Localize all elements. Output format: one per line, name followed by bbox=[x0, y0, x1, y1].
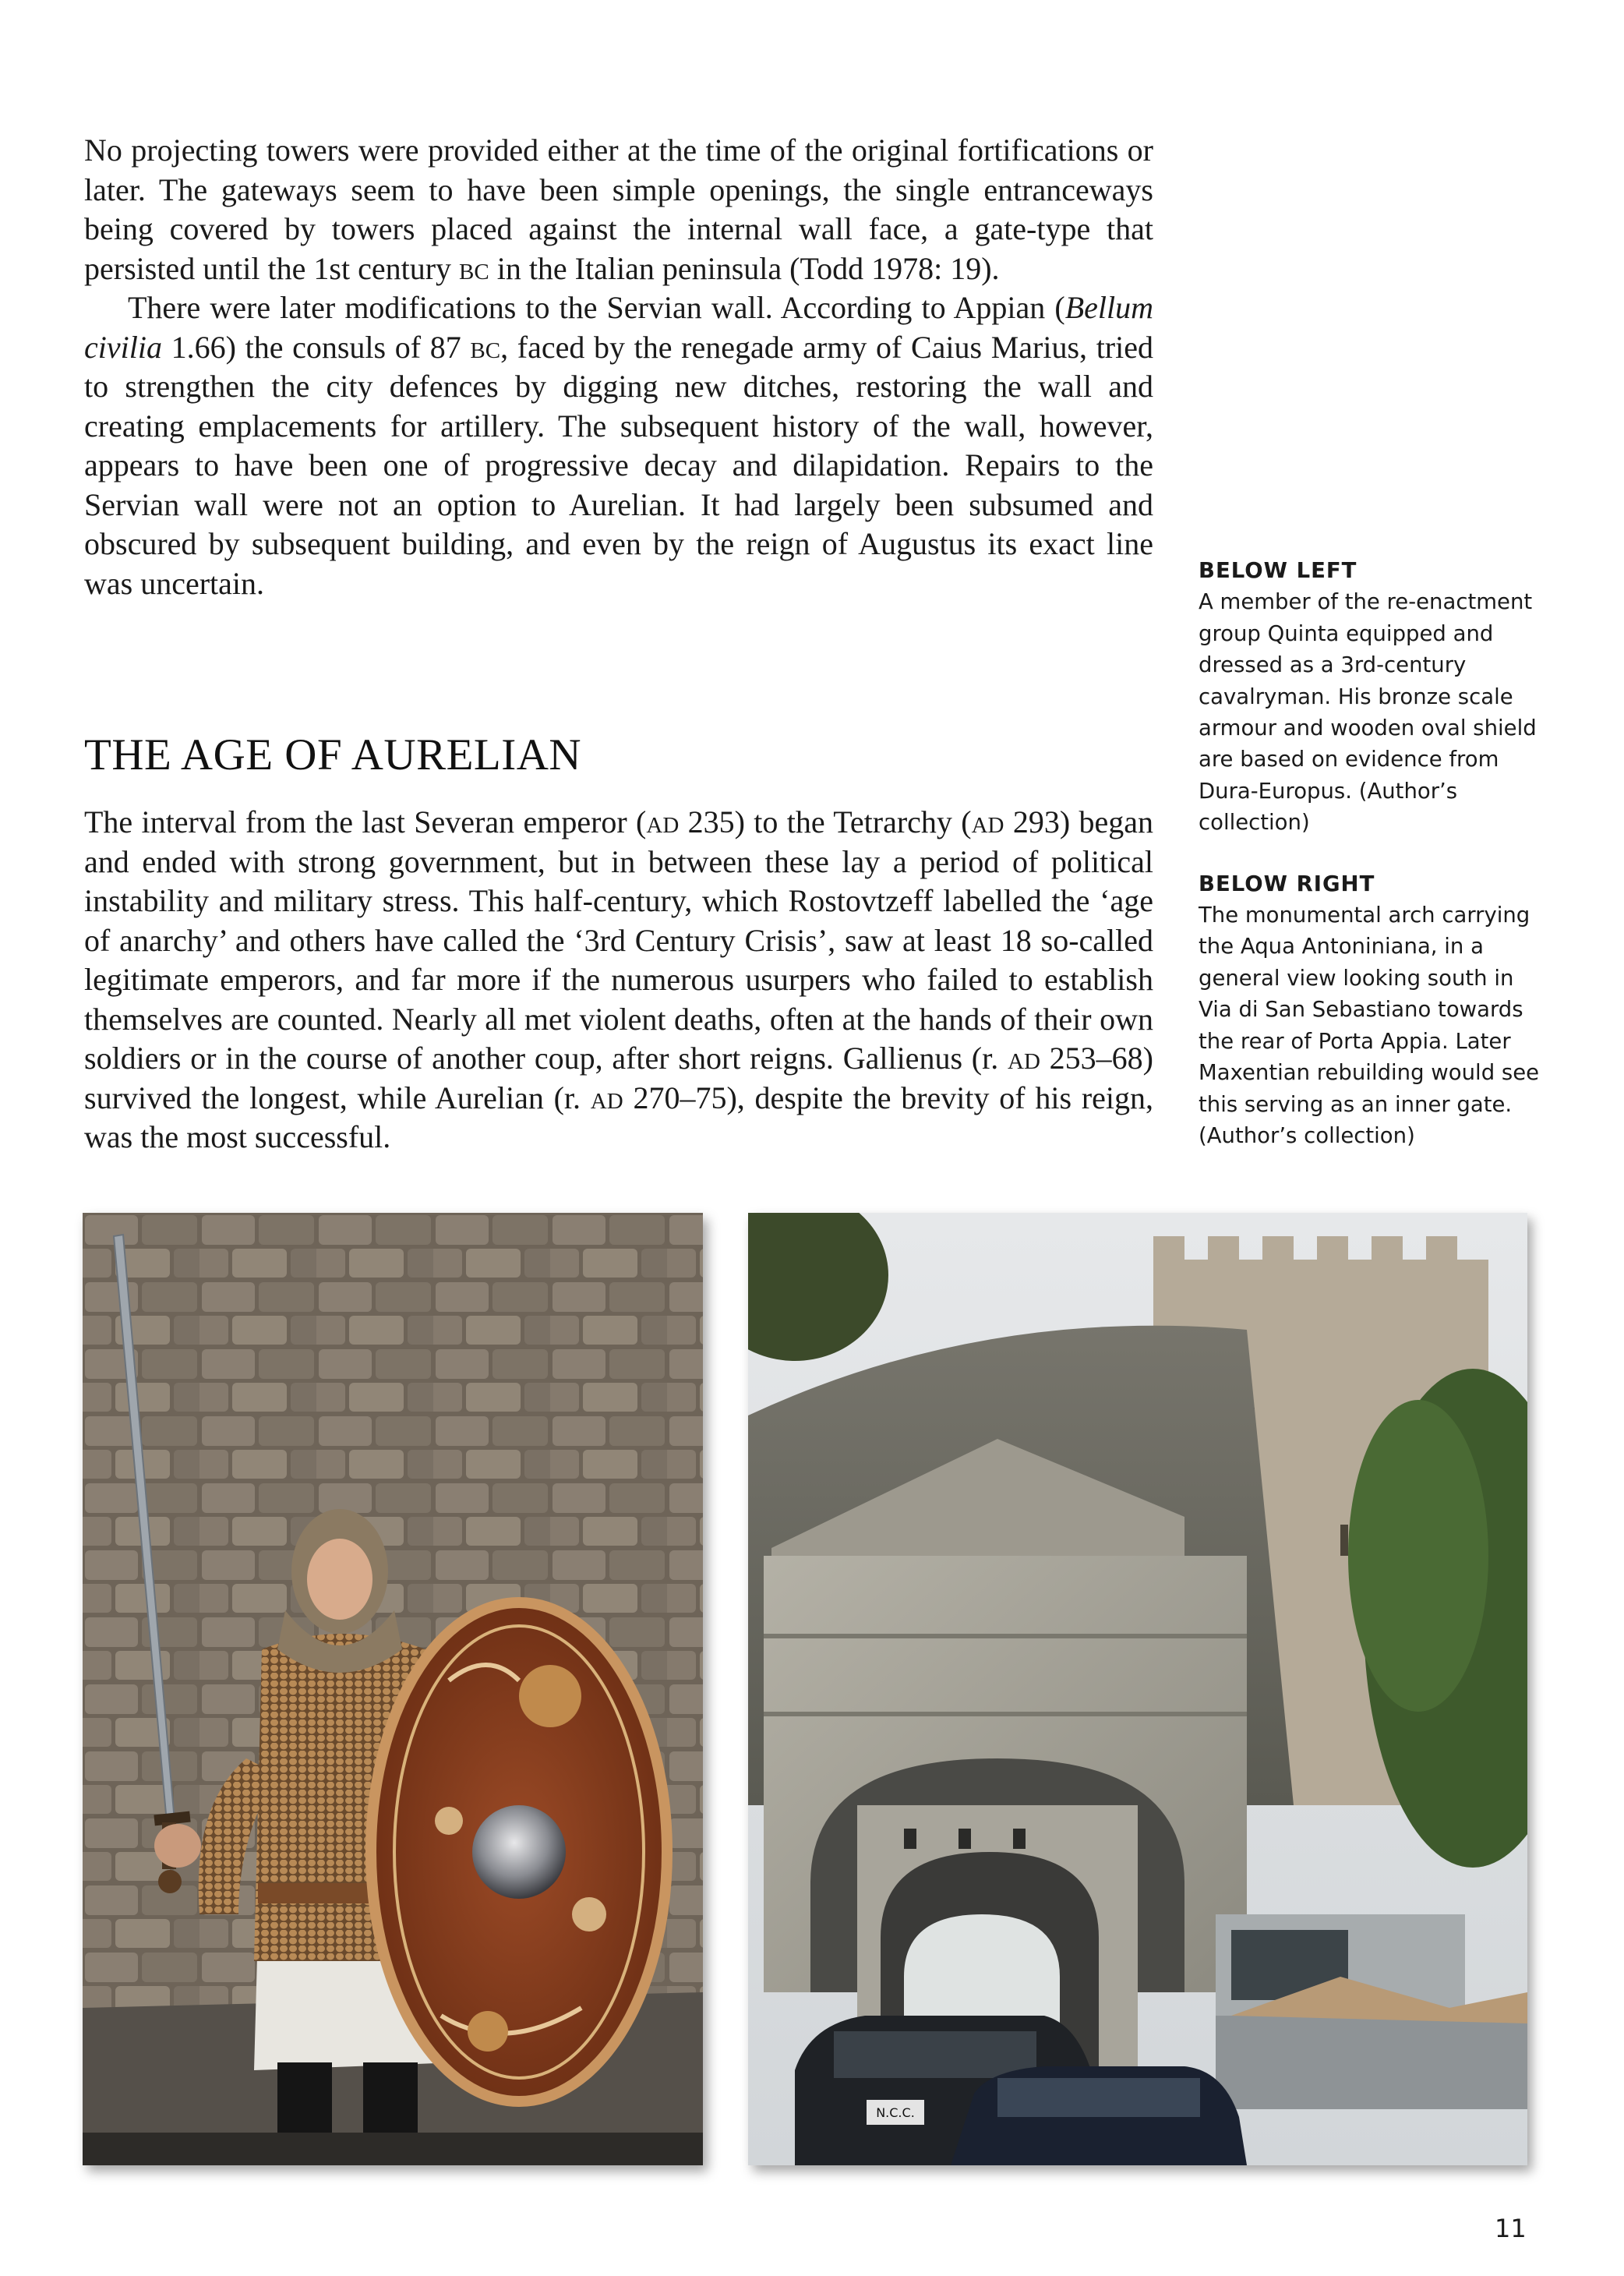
page-number: 11 bbox=[1495, 2214, 1527, 2243]
arch-illustration bbox=[748, 1213, 1527, 2165]
caption-below-right bbox=[1199, 868, 1541, 1152]
section-heading: THE AGE OF AURELIAN bbox=[84, 730, 582, 779]
photo-monumental-arch bbox=[748, 1213, 1527, 2165]
caption-text-right: The monumental arch carrying the Aqua Antoniniana, in a general view looking south in Via di San Sebastiano towards the rear of Porta Appia. Later Maxentian rebuilding would see this serving as an inner gate. (Author’s collection) bbox=[1199, 903, 1540, 1148]
intro-body-text bbox=[84, 131, 1153, 603]
caption-label-right: BELOW RIGHT bbox=[1199, 871, 1375, 896]
photo-reenactor-cavalryman bbox=[83, 1213, 703, 2165]
photo-captions bbox=[1199, 555, 1541, 1181]
caption-label-left: BELOW LEFT bbox=[1199, 558, 1357, 583]
intro-paragraph-2: There were later modifications to the Servian wall. According to Appian (Bellum civilia 1.66) the consuls of 87 bc, faced by the renegade army of Caius Marius, tried to strengthen the city defences by digging new ditches, restoring the wall and creating emplacements for artillery. The subsequent history of the wall, however, appears to have been one of progressive decay and dilapidation. Repairs to the Servian wall were not an option to Aurelian. It had largely been subsumed and obscured by subsequent building, and even by the reign of Augustus its exact line was uncertain. bbox=[84, 290, 1153, 601]
license-plate: N.C.C. bbox=[876, 2105, 915, 2120]
section-body-text bbox=[84, 803, 1153, 1157]
reenactor-illustration bbox=[83, 1213, 703, 2165]
caption-below-left bbox=[1199, 555, 1541, 839]
section-paragraph: The interval from the last Severan emperor (ad 235) to the Tetrarchy (ad 293) began and ended with strong government, but in between these lay a period of political instability and military stress. This half-century, which Rostovtzeff labelled the ‘age of anarchy’ and others have called the ‘3rd Century Crisis’, saw at least 18 so-called legitimate emperors, and far more if the numerous usurpers who failed to establish themselves are counted. Nearly all met violent deaths, often at the hands of their own soldiers or in the course of another coup, after short reigns. Gallienus (r. ad 253–68) survived the longest, while Aurelian (r. ad 270–75), despite the brevity of his reign, was the most successful. bbox=[84, 804, 1154, 1154]
caption-text-left: A member of the re-enactment group Quinta equipped and dressed as a 3rd-century cavalryman. His bronze scale armour and wooden oval shield are based on evidence from Dura-Europus. (Author’s collection) bbox=[1199, 589, 1537, 836]
intro-paragraph-1: No projecting towers were provided either at the time of the original fortifications or later. The gateways seem to have been simple openings, the single entranceways being covered by towers placed against the internal wall face, a gate-type that persisted until the 1st century bc in the Italian peninsula (Todd 1978: 19). bbox=[84, 133, 1153, 287]
